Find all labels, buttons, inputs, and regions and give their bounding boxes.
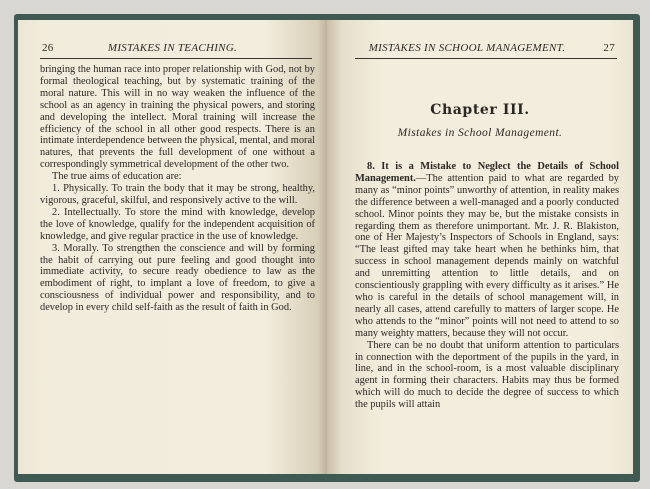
left-paragraph-5: 3. Morally. To strengthen the conscience and will by forming the habit of carrying out pure feeling and good thought into immediate activity, to secure ready obedience to law as the embodiment of right, to implant a love of freedom, to give a consciousness of individual power and responsibility, and to develop in every child self-faith as the result of faith in God. [40, 242, 315, 314]
right-page-text [355, 161, 619, 411]
chapter-label: Chapter III. [430, 102, 530, 118]
right-paragraph-2: There can be no doubt that uniform attention to particulars in connection with the deportment of the pupils in the yard, in line, and in the school-room, is a most valuable disciplinary agent in forming their characters. Habits may thus be formed which will do much to decide the degree of success to which the pupils will attain [355, 339, 619, 411]
right-running-title [327, 42, 607, 54]
chapter-heading [327, 102, 633, 139]
right-page-number: 27 [603, 42, 615, 54]
left-page-text [40, 64, 315, 314]
chapter-title: Mistakes in School Management. [397, 127, 563, 139]
right-running-title-text: MISTAKES IN SCHOOL MANAGEMENT. [368, 42, 566, 54]
left-running-title-text: MISTAKES IN TEACHING. [107, 42, 238, 54]
section-body: —The attention paid to what are regarded by many as “minor points” unworthy of attention, in reality makes the difference between a well-managed and a poorly conducted school. Minor points they may be, but the mistake consists in regarding them as therefore unimportant. Mr. J. R. Blakiston, one of Her Majesty’s Inspectors of Schools in England, says: “The least gifted may take heart when he bethinks him, that success in school management depends mainly on watchful and unremitting attention to little details, and on conscientiously grappling with every difficulty as it arises.” He who is careful in the details of school management will, in nearly all cases, attend carefully to matters of larger scope. He who attends to the “minor” points will not need to attend to so many weighty matters, because they will not occur. [355, 172, 619, 339]
left-paragraph-3: 1. Physically. To train the body that it may be strong, healthy, vigorous, graceful, skilful, and responsively active to the will. [40, 183, 315, 206]
right-header-rule [355, 58, 617, 59]
section-heading: 8. It is a Mistake to Neglect the Details of School Management. [355, 161, 619, 184]
left-paragraph-1: bringing the human race into proper relationship with God, not by formal theological teaching, but by systematic training of the moral nature. This will in no way weaken the influence of the school as an agency in training the physical powers, and storing and developing the intellect. Moral training will increase the efficiency of the school in all other good respects. There is an intimate interdependence between the physical, mental, and moral natures, that prevents the full development of one without a correspondingly symmetrical development of the other two. [40, 64, 315, 171]
section-paragraph [355, 161, 619, 340]
left-paragraph-4: 2. Intellectually. To store the mind with knowledge, develop the love of knowledge, qualify for the independent acquisition of knowledge, and give regular practice in the use of knowledge. [40, 206, 315, 242]
right-page [327, 20, 633, 474]
left-page [18, 20, 327, 474]
left-header-rule [40, 58, 312, 59]
left-paragraph-2: The true aims of education are: [52, 171, 182, 183]
left-running-title [18, 42, 327, 54]
open-book [14, 14, 640, 482]
left-page-number: 26 [42, 42, 54, 54]
